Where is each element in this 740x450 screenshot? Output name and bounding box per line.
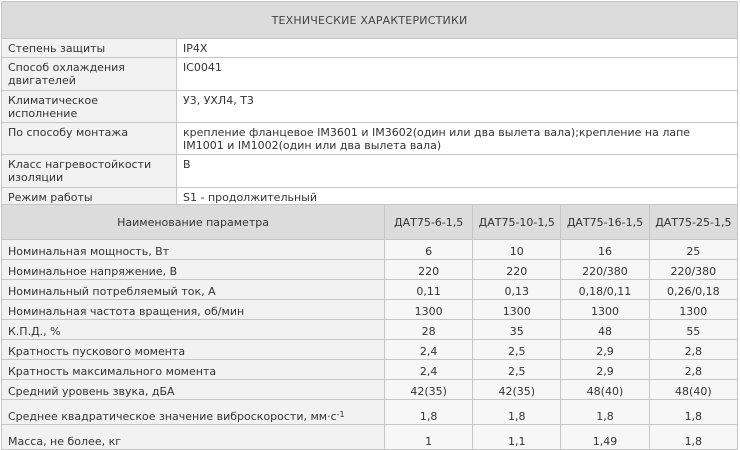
param-value: 2,8 <box>649 340 737 360</box>
param-row <box>2 340 738 360</box>
param-value: 1,8 <box>385 400 473 425</box>
spec-value: S1 - продолжительный <box>177 188 738 209</box>
param-value: 10 <box>473 240 561 260</box>
param-value: 1,8 <box>561 400 649 425</box>
param-value: 220/380 <box>649 260 737 280</box>
param-name: Номинальная частота вращения, об/мин <box>2 300 385 320</box>
param-value: 2,8 <box>649 360 737 380</box>
param-value: 1300 <box>385 300 473 320</box>
param-value: 0,11 <box>385 280 473 300</box>
param-value: 2,9 <box>561 360 649 380</box>
spec-label: Степень защиты <box>2 39 177 58</box>
spec-value: крепление фланцевое IM3601 и IM3602(один или два вылета вала);крепление на лапе IM1001 и IM1002(один или два вылета вала) <box>177 123 738 155</box>
param-row <box>2 425 738 450</box>
param-value: 25 <box>649 240 737 260</box>
spec-label: Режим работы <box>2 188 177 209</box>
param-name: К.П.Д., % <box>2 320 385 340</box>
spec-value: IC0041 <box>177 58 738 91</box>
param-value: 0,18/0,11 <box>561 280 649 300</box>
param-value: 1,8 <box>473 400 561 425</box>
param-row <box>2 380 738 400</box>
param-value: 55 <box>649 320 737 340</box>
param-value: 35 <box>473 320 561 340</box>
specs-title: ТЕХНИЧЕСКИЕ ХАРАКТЕРИСТИКИ <box>2 2 738 39</box>
param-row <box>2 260 738 280</box>
spec-value: IP4X <box>177 39 738 58</box>
param-row <box>2 360 738 380</box>
param-value: 48 <box>561 320 649 340</box>
param-value: 1,1 <box>473 425 561 450</box>
param-row <box>2 240 738 260</box>
param-name: Номинальная мощность, Вт <box>2 240 385 260</box>
param-name: Кратность пускового момента <box>2 340 385 360</box>
param-name-text: Среднее квадратическое значение виброскорости, мм·с <box>8 410 337 423</box>
param-name: Номинальное напряжение, В <box>2 260 385 280</box>
param-value: 0,13 <box>473 280 561 300</box>
specs-table <box>1 1 738 209</box>
param-value: 0,26/0,18 <box>649 280 737 300</box>
param-value: 6 <box>385 240 473 260</box>
param-row <box>2 400 738 425</box>
param-value: 220 <box>385 260 473 280</box>
model-header: ДАТ75-16-1,5 <box>561 205 649 240</box>
spec-label: Способ охлаждения двигателей <box>2 58 177 91</box>
model-header: ДАТ75-6-1,5 <box>385 205 473 240</box>
param-value: 48(40) <box>561 380 649 400</box>
param-name-sup: -1 <box>336 410 345 419</box>
param-value: 2,4 <box>385 340 473 360</box>
spec-label: Класс нагревостойкости изоляции <box>2 155 177 188</box>
spec-label: Климатическое исполнение <box>2 91 177 123</box>
param-value: 2,4 <box>385 360 473 380</box>
param-value: 2,9 <box>561 340 649 360</box>
param-value: 1,8 <box>649 425 737 450</box>
param-value: 48(40) <box>649 380 737 400</box>
param-name: Масса, не более, кг <box>2 425 385 450</box>
param-name: Номинальный потребляемый ток, А <box>2 280 385 300</box>
param-value: 1,8 <box>649 400 737 425</box>
param-name: Средний уровень звука, дБА <box>2 380 385 400</box>
param-header: Наименование параметра <box>2 205 385 240</box>
param-value: 220/380 <box>561 260 649 280</box>
param-value: 42(35) <box>473 380 561 400</box>
param-value: 1300 <box>649 300 737 320</box>
spec-value: У3, УХЛ4, Т3 <box>177 91 738 123</box>
spec-value: B <box>177 155 738 188</box>
param-value: 2,5 <box>473 340 561 360</box>
param-row <box>2 320 738 340</box>
param-row <box>2 280 738 300</box>
param-value: 2,5 <box>473 360 561 380</box>
model-header: ДАТ75-25-1,5 <box>649 205 737 240</box>
param-value: 1,49 <box>561 425 649 450</box>
param-value: 42(35) <box>385 380 473 400</box>
param-value: 1 <box>385 425 473 450</box>
param-value: 28 <box>385 320 473 340</box>
model-header: ДАТ75-10-1,5 <box>473 205 561 240</box>
spec-label: По способу монтажа <box>2 123 177 155</box>
param-value: 1300 <box>473 300 561 320</box>
param-value: 1300 <box>561 300 649 320</box>
param-row <box>2 300 738 320</box>
param-name: Кратность максимального момента <box>2 360 385 380</box>
param-name <box>2 400 385 425</box>
params-table <box>1 204 738 450</box>
param-value: 16 <box>561 240 649 260</box>
param-value: 220 <box>473 260 561 280</box>
